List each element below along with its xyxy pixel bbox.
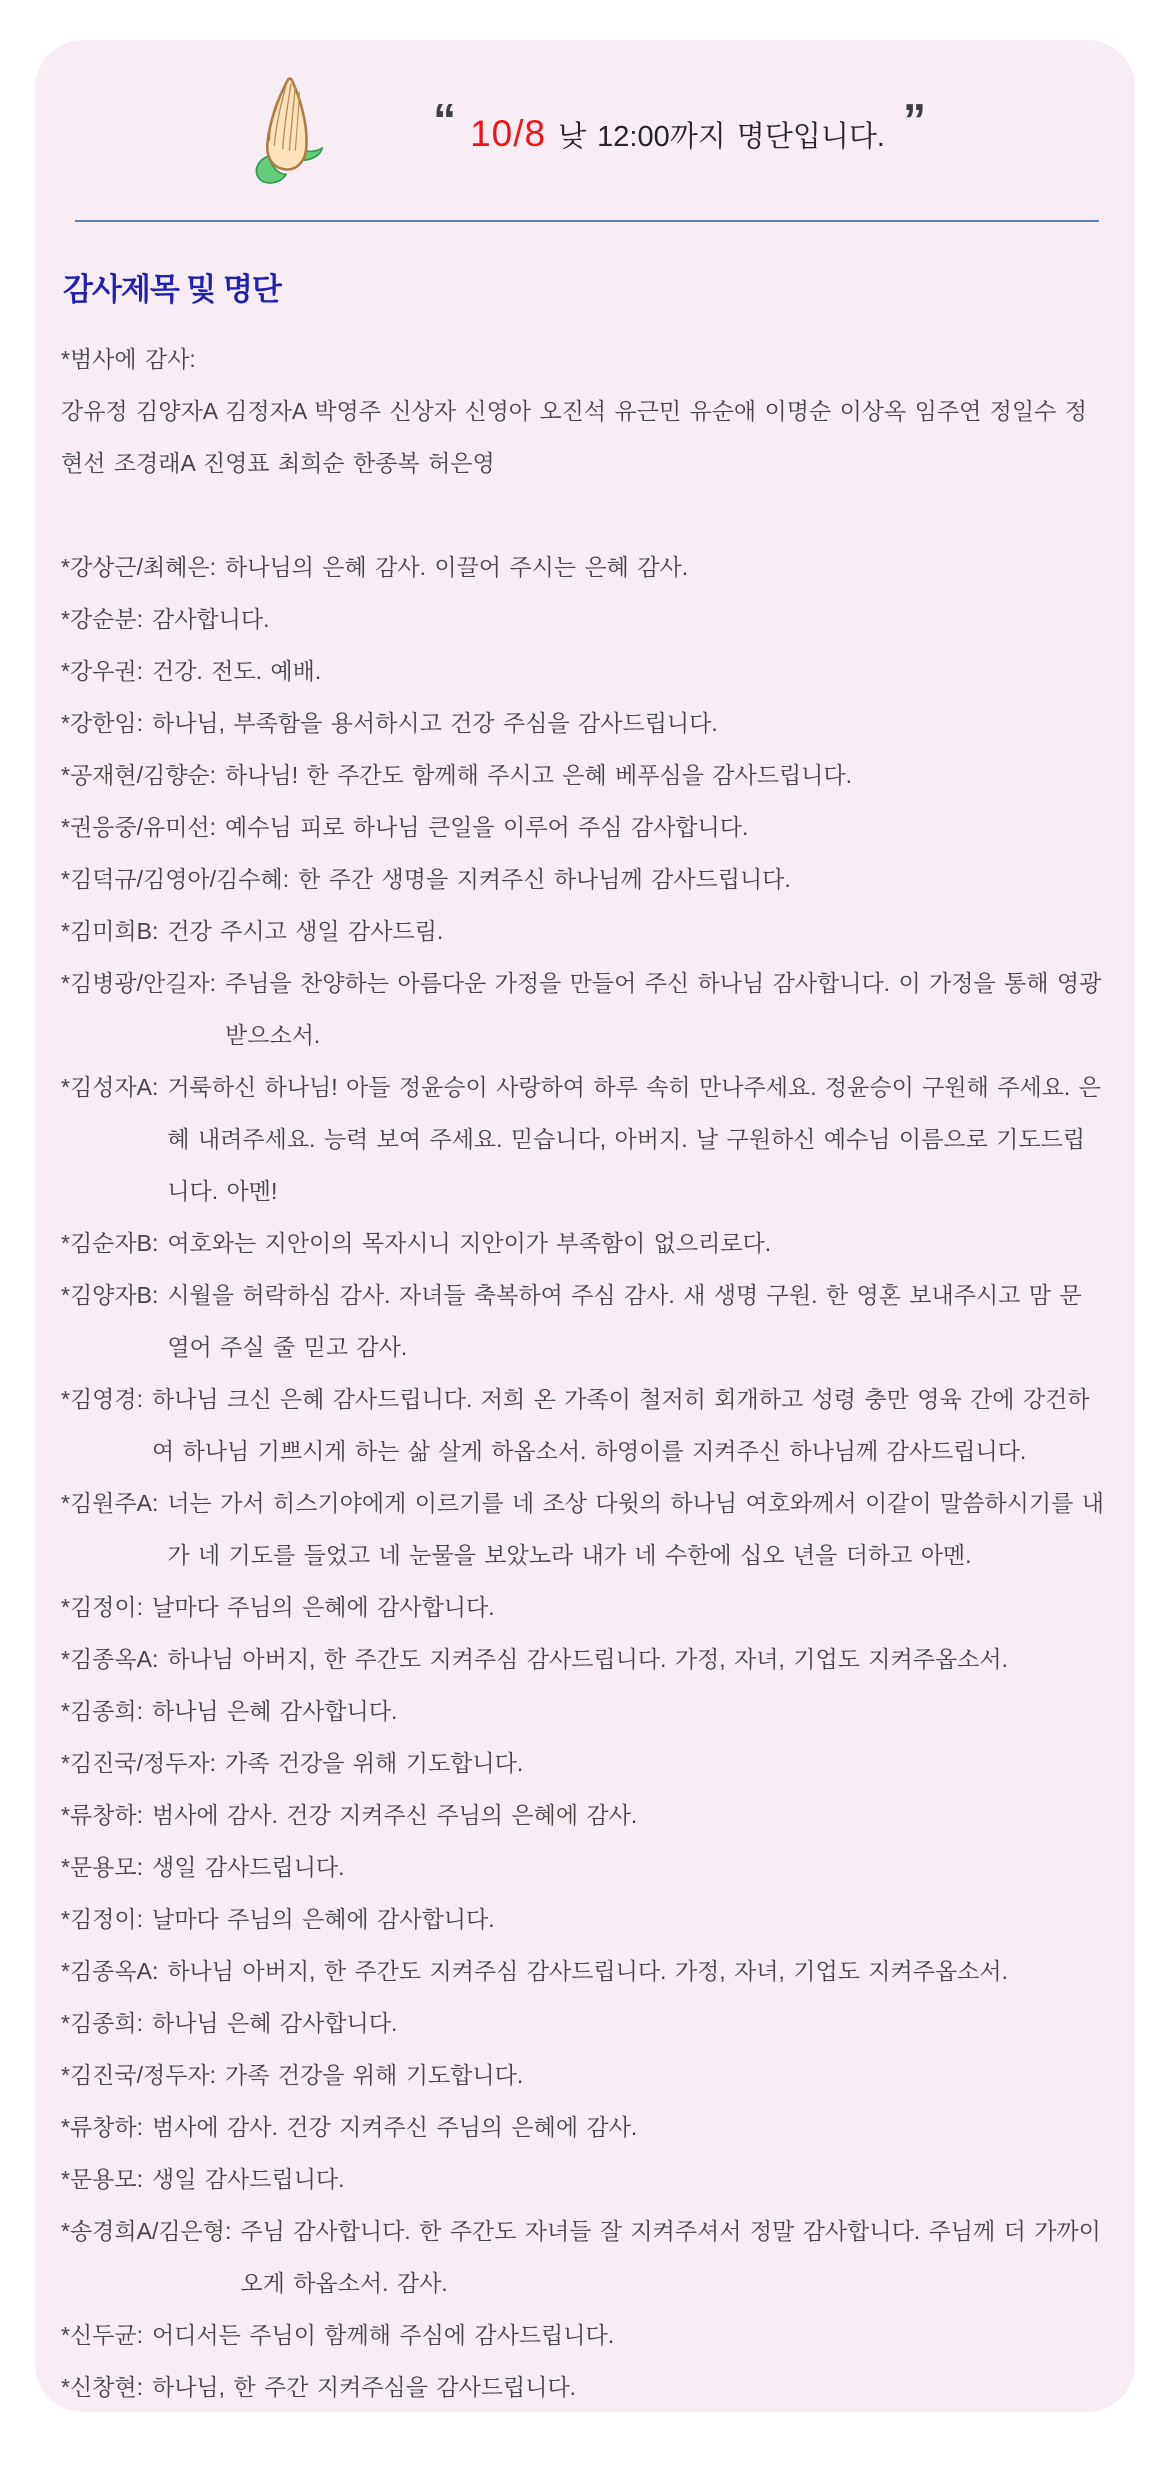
entry-text: 여호와는 지안이의 목자시니 지안이가 부족함이 없으리로다.	[167, 1230, 772, 1256]
entry-text: 범사에 감사. 건강 지켜주신 주님의 은혜에 감사.	[152, 1802, 638, 1828]
list-item	[61, 2049, 1105, 2101]
header	[35, 40, 1135, 204]
entry-name: *권응중/유미선:	[61, 814, 217, 840]
entry-name: *김종희:	[61, 1698, 143, 1724]
list-item	[61, 1269, 1105, 1373]
entry-name: *강한임:	[61, 710, 143, 736]
entry-name: *강우권:	[61, 658, 143, 684]
entry-text: 범사에 감사. 건강 지켜주신 주님의 은혜에 감사.	[152, 2114, 638, 2140]
list-item	[61, 1061, 1105, 1217]
entry-name: *문용모:	[61, 2166, 143, 2192]
list-item	[61, 1217, 1105, 1269]
section-title: 감사제목 및 명단	[63, 272, 281, 307]
entry-name: *김덕규/김영아/김수혜:	[61, 866, 290, 892]
list-item	[61, 1945, 1105, 1997]
list-item	[61, 1841, 1105, 1893]
entry-text: 하나님의 은혜 감사. 이끌어 주시는 은혜 감사.	[225, 554, 689, 580]
divider-line	[75, 220, 1099, 222]
entry-text: 날마다 주님의 은혜에 감사합니다.	[152, 1906, 495, 1932]
entry-text: 하나님 아버지, 한 주간도 지켜주심 감사드립니다. 가정, 자녀, 기업도 지켜주옵소서.	[167, 1958, 1008, 1984]
thanks-list	[61, 333, 1105, 2413]
entry-name: *김양자B:	[61, 1282, 159, 1308]
list-item	[61, 801, 1105, 853]
entry-name: *김성자A:	[61, 1074, 159, 1100]
list-item	[61, 1633, 1105, 1685]
entry-text: 하나님, 한 주간 지켜주심을 감사드립니다.	[152, 2374, 577, 2400]
list-item	[61, 1893, 1105, 1945]
entry-text: 주님 감사합니다. 한 주간도 자녀들 잘 지켜주셔서 정말 감사합니다. 주님께 더 가까이 오게 하옵소서. 감사.	[240, 2218, 1101, 2296]
entry-text: 하나님 아버지, 한 주간도 지켜주심 감사드립니다. 가정, 자녀, 기업도 지켜주옵소서.	[167, 1646, 1008, 1672]
list-item	[61, 2309, 1105, 2361]
entry-name: *김종옥A:	[61, 1646, 159, 1672]
list-item	[61, 2101, 1105, 2153]
list-item	[61, 1373, 1105, 1477]
entry-name: *강상근/최혜은:	[61, 554, 217, 580]
praying-hands-icon	[244, 75, 328, 193]
list-item	[61, 697, 1105, 749]
entry-name: *신두균:	[61, 2322, 143, 2348]
entry-text: 생일 감사드립니다.	[152, 1854, 345, 1880]
list-item	[61, 853, 1105, 905]
entry-text: 거룩하신 하나님! 아들 정윤승이 사랑하여 하루 속히 만나주세요. 정윤승이 구원해 주세요. 은혜 내려주세요. 능력 보여 주세요. 믿습니다, 아버지. 날 구원하신 예수님 이름으로 기도드립니다. 아멘!	[167, 1074, 1101, 1204]
entry-name: *김정이:	[61, 1594, 143, 1620]
list-item	[61, 2205, 1105, 2309]
list-item	[61, 2361, 1105, 2413]
entry-name: *김병광/안길자:	[61, 970, 217, 996]
entry-name: *김순자B:	[61, 1230, 159, 1256]
entry-name: *송경희A/김은형:	[61, 2218, 232, 2244]
entry-text: 건강. 전도. 예배.	[152, 658, 322, 684]
entry-text: 생일 감사드립니다.	[152, 2166, 345, 2192]
entry-name: *류창하:	[61, 1802, 143, 1828]
list-item	[61, 1789, 1105, 1841]
list-item	[61, 957, 1105, 1061]
entry-name: *김진국/정두자:	[61, 1750, 217, 1776]
entry-text: 어디서든 주님이 함께해 주심에 감사드립니다.	[152, 2322, 615, 2348]
list-item	[61, 905, 1105, 957]
entry-text: 날마다 주님의 은혜에 감사합니다.	[152, 1594, 495, 1620]
entry-text: 가족 건강을 위해 기도합니다.	[225, 2062, 524, 2088]
entry-name: *김진국/정두자:	[61, 2062, 217, 2088]
list-item	[61, 1737, 1105, 1789]
entry-text: 하나님, 부족함을 용서하시고 건강 주심을 감사드립니다.	[152, 710, 718, 736]
entry-text: 건강 주시고 생일 감사드림.	[167, 918, 444, 944]
entry-name: *신창현:	[61, 2374, 143, 2400]
entry-name: *김종옥A:	[61, 1958, 159, 1984]
list-item	[61, 749, 1105, 801]
blank-line	[61, 489, 1105, 541]
notice-card	[35, 40, 1135, 2412]
entry-name: *김종희:	[61, 2010, 143, 2036]
deadline-text: 낮 12:00까지 명단입니다.	[558, 120, 885, 153]
entry-name: *공재현/김향순:	[61, 762, 217, 788]
entry-text: 너는 가서 히스기야에게 이르기를 네 조상 다윗의 하나님 여호와께서 이같이 말씀하시기를 내가 네 기도를 들었고 네 눈물을 보았노라 내가 네 수한에 십오 년을 더하고 아멘.	[167, 1490, 1104, 1568]
intro-label: *범사에 감사:	[61, 346, 196, 372]
entry-text: 주님을 찬양하는 아름다운 가정을 만들어 주신 하나님 감사합니다. 이 가정을 통해 영광 받으소서.	[225, 970, 1102, 1048]
entry-text: 예수님 피로 하나님 큰일을 이루어 주심 감사합니다.	[225, 814, 749, 840]
list-item	[61, 593, 1105, 645]
deadline-quote	[433, 94, 926, 157]
close-quote-mark: ”	[902, 94, 926, 146]
entries-list	[61, 541, 1105, 2413]
list-item	[61, 645, 1105, 697]
list-item	[61, 1581, 1105, 1633]
list-item	[61, 1685, 1105, 1737]
entry-text: 감사합니다.	[152, 606, 270, 632]
entry-name: *김영경:	[61, 1386, 143, 1412]
entry-name: *김미희B:	[61, 918, 159, 944]
list-item	[61, 541, 1105, 593]
entry-name: *문용모:	[61, 1854, 143, 1880]
entry-name: *김정이:	[61, 1906, 143, 1932]
entry-name: *류창하:	[61, 2114, 143, 2140]
intro-names: 강유정 김양자A 김정자A 박영주 신상자 신영아 오진석 유근민 유순애 이명순 이상옥 임주연 정일수 정현선 조경래A 진영표 최희순 한종복 허은영	[61, 398, 1087, 476]
open-quote-mark: “	[433, 94, 457, 146]
entry-name: *김원주A:	[61, 1490, 159, 1516]
entry-text: 시월을 허락하심 감사. 자녀들 축복하여 주심 감사. 새 생명 구원. 한 영혼 보내주시고 맘 문 열어 주실 줄 믿고 감사.	[167, 1282, 1082, 1360]
entry-text: 한 주간 생명을 지켜주신 하나님께 감사드립니다.	[298, 866, 791, 892]
entry-text: 하나님 크신 은혜 감사드립니다. 저희 온 가족이 철저히 회개하고 성령 충만 영육 간에 강건하여 하나님 기쁘시게 하는 삶 살게 하옵소서. 하영이를 지켜주신 하나님께 감사드립니다.	[152, 1386, 1090, 1464]
list-item	[61, 1477, 1105, 1581]
entry-text: 가족 건강을 위해 기도합니다.	[225, 1750, 524, 1776]
entry-name: *강순분:	[61, 606, 143, 632]
list-item	[61, 2153, 1105, 2205]
entry-text: 하나님 은혜 감사합니다.	[152, 1698, 398, 1724]
list-item	[61, 1997, 1105, 2049]
entry-text: 하나님! 한 주간도 함께해 주시고 은혜 베푸심을 감사드립니다.	[225, 762, 853, 788]
deadline-date: 10/8	[470, 113, 547, 154]
entry-text: 하나님 은혜 감사합니다.	[152, 2010, 398, 2036]
